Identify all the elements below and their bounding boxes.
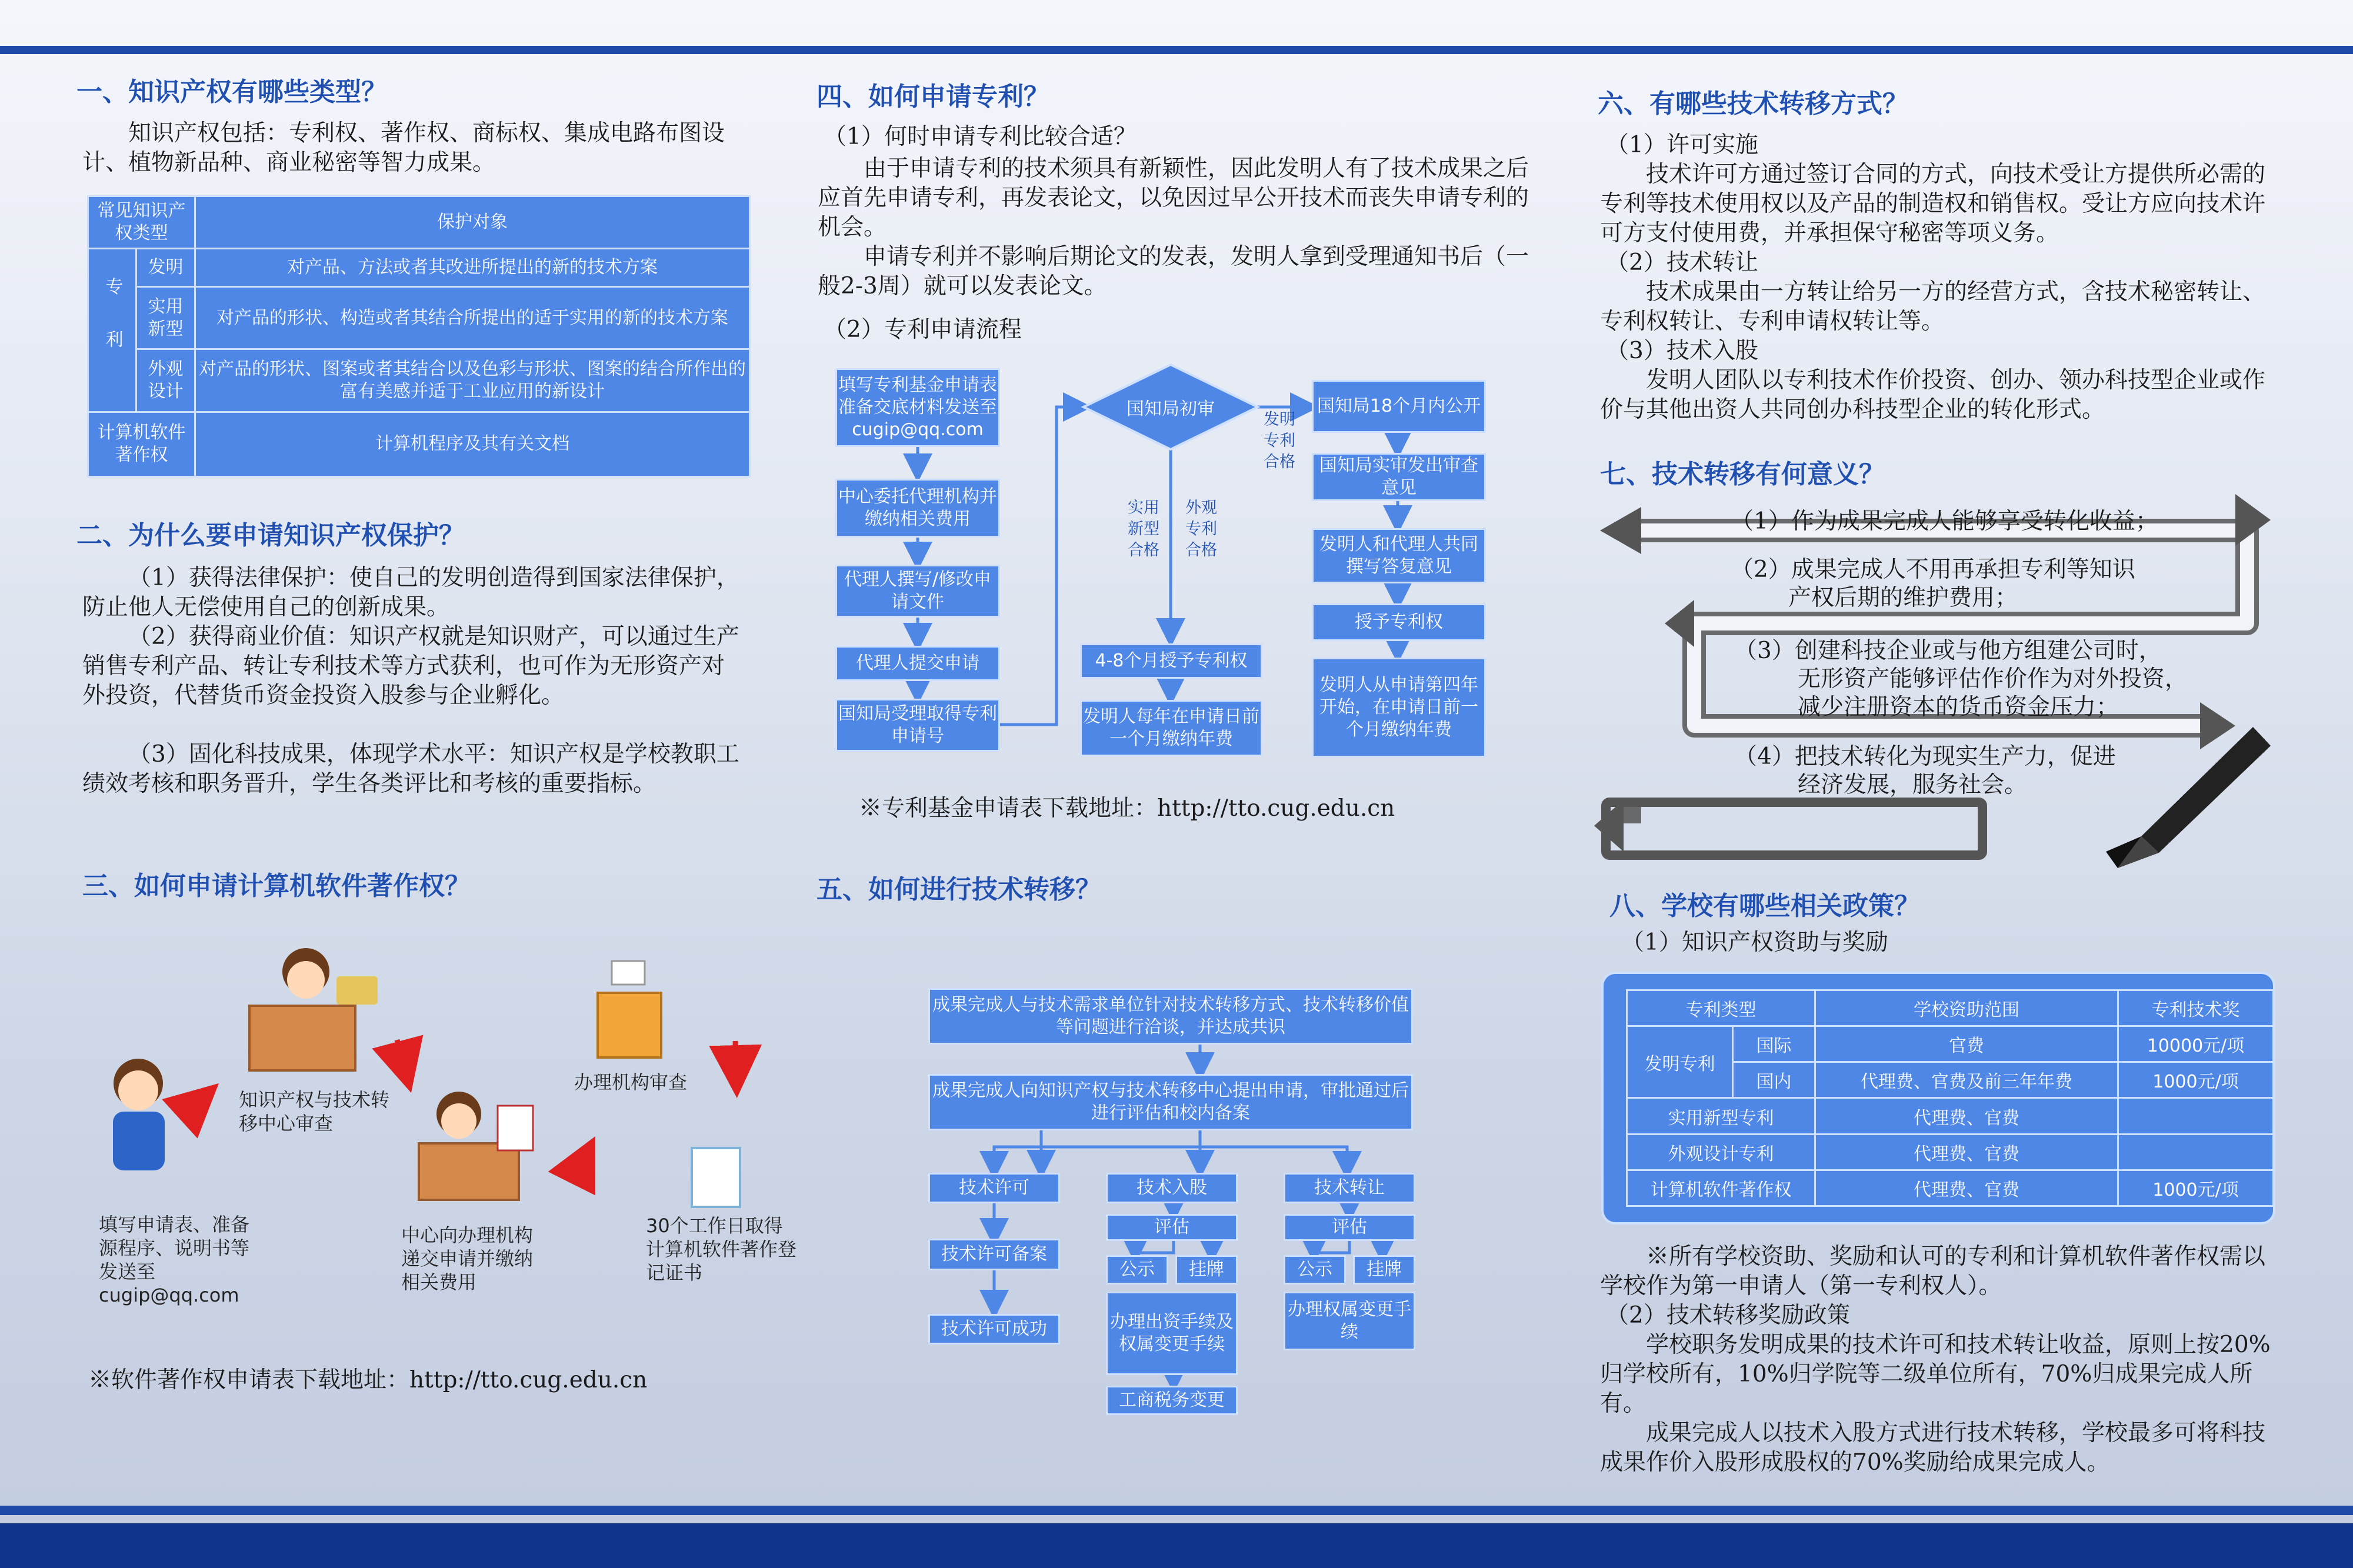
- section-6-h1: （1）许可实施: [1606, 132, 1758, 158]
- copyright-step-5: 30个工作日取得计算机软件著作登记证书: [646, 1215, 797, 1284]
- policy-table: [1626, 989, 2274, 1207]
- transfer-apply: 成果完成人向知识产权与技术转移中心提出申请，审批通过后进行评估和校内备案: [928, 1074, 1413, 1130]
- copyright-step-1: 填写申请表、准备源程序、说明书等发送至cugip@qq.com: [99, 1213, 250, 1306]
- section-8-p1: 学校职务发明成果的技术许可和技术转让收益，原则上按20%归学校所有，10%归学院等二级单位所有，70%归成果完成人所有。: [1600, 1332, 2271, 1417]
- transfer-equity-eval: 评估: [1106, 1214, 1238, 1241]
- significance-3a: （3）创建科技企业或与他方组建公司时，: [1734, 638, 2162, 664]
- table-cell: 对产品、方法或者其改进所提出的新的技术方案: [195, 248, 750, 286]
- section-7-title: 七、技术转移有何意义？: [1600, 459, 1885, 489]
- section-5-title: 五、如何进行技术转移？: [816, 875, 1101, 905]
- policy-cell: 外观设计专利: [1627, 1134, 1815, 1170]
- table-cell: 对产品的形状、构造或者其结合所提出的适于实用的新的技术方案: [195, 287, 750, 349]
- ip-types-table: [87, 195, 751, 478]
- section-2-p1: （1）获得法律保护：使自己的发明创造得到国家法律保护，防止他人无偿使用自己的创新成果。: [82, 565, 739, 620]
- table-cell: 实用新型: [136, 287, 195, 349]
- significance-2b: 产权后期的维护费用；: [1788, 585, 2018, 611]
- transfer-license-success: 技术许可成功: [928, 1314, 1060, 1345]
- copyright-step-3: 中心向办理机构递交申请并缴纳相关费用: [401, 1224, 534, 1293]
- policy-cell: 实用新型专利: [1627, 1098, 1815, 1134]
- label-design-ok: 外观专利合格: [1185, 499, 1217, 559]
- policy-cell: 国际: [1733, 1026, 1815, 1062]
- table-header-object: 保护对象: [195, 196, 750, 249]
- policy-header: 学校资助范围: [1815, 990, 2118, 1026]
- section-8-h2: （2）技术转移奖励政策: [1606, 1302, 1850, 1329]
- section-4-p1: 由于申请专利的技术须具有新颖性，因此发明人有了技术成果之后应首先申请专利，再发表论文，以免因过早公开技术而丧失申请专利的机会。: [818, 155, 1529, 241]
- label-utility-ok: 实用新型合格: [1128, 499, 1159, 559]
- transfer-assign-publicize: 公示: [1284, 1255, 1346, 1285]
- policy-cell: 代理费、官费: [1815, 1170, 2118, 1206]
- section-8-p2: 成果完成人以技术入股方式进行技术转移，学校最多可将科技成果作价入股形成股权的70%奖励给成果完成人。: [1600, 1420, 2266, 1476]
- section-4-q2: （2）专利申请流程: [824, 316, 1022, 343]
- transfer-assign-list: 挂牌: [1353, 1255, 1415, 1285]
- pen-icon: [2106, 727, 2271, 868]
- flow-fill-form: 填写专利基金申请表准备交底材料发送至cugip@qq.com: [835, 368, 1000, 447]
- section-8-note: ※所有学校资助、奖励和认可的专利和计算机软件著作权需以学校作为第一申请人（第一专利权人）。: [1600, 1243, 2266, 1299]
- significance-3c: 减少注册资本的货币资金压力；: [1798, 694, 2119, 720]
- transfer-equity-list: 挂牌: [1175, 1255, 1238, 1285]
- section-8-title: 八、学校有哪些相关政策？: [1609, 891, 1920, 921]
- table-patent-label: 专利: [88, 248, 136, 412]
- section-2-p3: （3）固化科技成果，体现学术水平：知识产权是学校教职工绩效考核和职务晋升，学生各类评比和考核的重要指标。: [82, 741, 739, 797]
- flow-accepted: 国知局受理取得专利申请号: [835, 699, 1000, 752]
- section-1-title: 一、知识产权有哪些类型？: [76, 77, 387, 107]
- policy-cell: 1000元/项: [2118, 1062, 2274, 1098]
- flow-annual-fee-b: 发明人从申请第四年开始，在申请日前一个月缴纳年费: [1312, 658, 1486, 758]
- table-cell: 计算机程序及其有关文档: [195, 412, 750, 476]
- table-cell: 发明: [136, 248, 195, 286]
- significance-4b: 经济发展，服务社会。: [1798, 772, 2028, 798]
- section-2-p2: （2）获得商业价值：知识产权就是知识财产，可以通过生产销售专利产品、转让专利技术等方式获利，也可作为无形资产对外投资，代替货币资金投资入股参与企业孵化。: [82, 623, 739, 709]
- significance-3b: 无形资产能够评估作价作为对外投资，: [1798, 666, 2188, 692]
- table-header-type: 常见知识产权类型: [88, 196, 195, 249]
- policy-cell: 1000元/项: [2118, 1170, 2274, 1206]
- table-cell: 计算机软件著作权: [88, 412, 195, 476]
- transfer-tax-change: 工商税务变更: [1106, 1386, 1238, 1415]
- section-6-p3: 发明人团队以专利技术作价投资、创办、领办科技型企业或作价与其他出资人共同创办科技型企业的转化形式。: [1600, 367, 2266, 423]
- transfer-assign-eval: 评估: [1284, 1214, 1415, 1241]
- label-invention-ok: 发明专利合格: [1264, 411, 1295, 471]
- flow-grant-4-8-months: 4-8个月授予专利权: [1080, 643, 1262, 679]
- significance-4a: （4）把技术转化为现实生产力，促进: [1734, 743, 2116, 770]
- policy-cell: 计算机软件著作权: [1627, 1170, 1815, 1206]
- transfer-license: 技术许可: [928, 1173, 1060, 1203]
- section-4-q1: （1）何时申请专利比较合适？: [824, 124, 1136, 150]
- flow-agent-submit: 代理人提交申请: [835, 646, 1000, 681]
- section-6-p1: 技术许可方通过签订合同的方式，向技术受让方提供所必需的专利等技术使用权以及产品的制造权和销售权。受让方应向技术许可方支付使用费，并承担保守秘密等项义务。: [1600, 161, 2266, 246]
- policy-cell: 代理费、官费及前三年年费: [1815, 1062, 2118, 1098]
- policy-header: 专利技术奖: [2118, 990, 2274, 1026]
- policy-cell: 代理费、官费: [1815, 1134, 2118, 1170]
- section-4-title: 四、如何申请专利？: [816, 82, 1049, 112]
- section-6-h3: （3）技术入股: [1606, 338, 1758, 364]
- section-6-h2: （2）技术转让: [1606, 249, 1758, 276]
- flow-preliminary-exam: 国知局初审: [1126, 399, 1215, 419]
- flow-annual-fee-a: 发明人每年在申请日前一个月缴纳年费: [1080, 700, 1262, 756]
- policy-cell: 发明专利: [1627, 1026, 1733, 1098]
- flow-substantive-exam: 国知局实审发出审查意见: [1312, 453, 1486, 501]
- significance-2a: （2）成果完成人不用再承担专利等知识: [1731, 556, 2135, 583]
- section-2-title: 二、为什么要申请知识产权保护？: [76, 521, 465, 551]
- policy-header: 专利类型: [1627, 990, 1815, 1026]
- table-cell: 对产品的形状、图案或者其结合以及色彩与形状、图案的结合所作出的富有美感并适于工业应用的新设计: [195, 349, 750, 412]
- policy-cell: 国内: [1733, 1062, 1815, 1098]
- policy-cell: 官费: [1815, 1026, 2118, 1062]
- transfer-equity: 技术入股: [1106, 1173, 1238, 1203]
- policy-cell: 代理费、官费: [1815, 1098, 2118, 1134]
- significance-1: （1）作为成果完成人能够享受转化收益；: [1731, 508, 2158, 535]
- section-1-intro: 知识产权包括：专利权、著作权、商标权、集成电路布图设计、植物新品种、商业秘密等智力成果。: [82, 120, 725, 176]
- section-4-p2: 申请专利并不影响后期论文的发表，发明人拿到受理通知书后（一般2-3周）就可以发表论文。: [818, 243, 1529, 299]
- patent-download-note: ※专利基金申请表下载地址：http://tto.cug.edu.cn: [859, 795, 1395, 822]
- section-6-title: 六、有哪些技术转移方式？: [1598, 89, 1908, 119]
- transfer-assign: 技术转让: [1284, 1173, 1415, 1203]
- copyright-step-4: 办理机构审查: [574, 1071, 688, 1093]
- copyright-download-note: ※软件著作权申请表下载地址：http://tto.cug.edu.cn: [88, 1367, 648, 1393]
- transfer-equity-procedure: 办理出资手续及权属变更手续: [1106, 1292, 1238, 1375]
- flow-grant-patent: 授予专利权: [1312, 603, 1486, 641]
- section-6-p2: 技术成果由一方转让给另一方的经营方式，含技术秘密转让、专利权转让、专利申请权转让等。: [1600, 279, 2266, 335]
- flow-agent-write: 代理人撰写/修改申请文件: [835, 565, 1000, 618]
- transfer-license-filing: 技术许可备案: [928, 1239, 1060, 1270]
- flow-entrust-agent: 中心委托代理机构并缴纳相关费用: [835, 479, 1000, 538]
- transfer-assign-procedure: 办理权属变更手续: [1284, 1292, 1415, 1350]
- flow-publish-18m: 国知局18个月内公开: [1312, 380, 1486, 433]
- policy-cell: 10000元/项: [2118, 1026, 2274, 1062]
- transfer-equity-publicize: 公示: [1106, 1255, 1168, 1285]
- table-cell: 外观设计: [136, 349, 195, 412]
- copyright-step-2: 知识产权与技术转移中心审查: [239, 1089, 390, 1135]
- section-8-h1: （1）知识产权资助与奖励: [1621, 929, 1888, 956]
- section-3-title: 三、如何申请计算机软件著作权？: [82, 871, 471, 901]
- flow-reply-opinion: 发明人和代理人共同撰写答复意见: [1312, 528, 1486, 583]
- transfer-negotiate: 成果完成人与技术需求单位针对技术转移方式、技术转移价值等问题进行洽谈，并达成共识: [928, 988, 1413, 1045]
